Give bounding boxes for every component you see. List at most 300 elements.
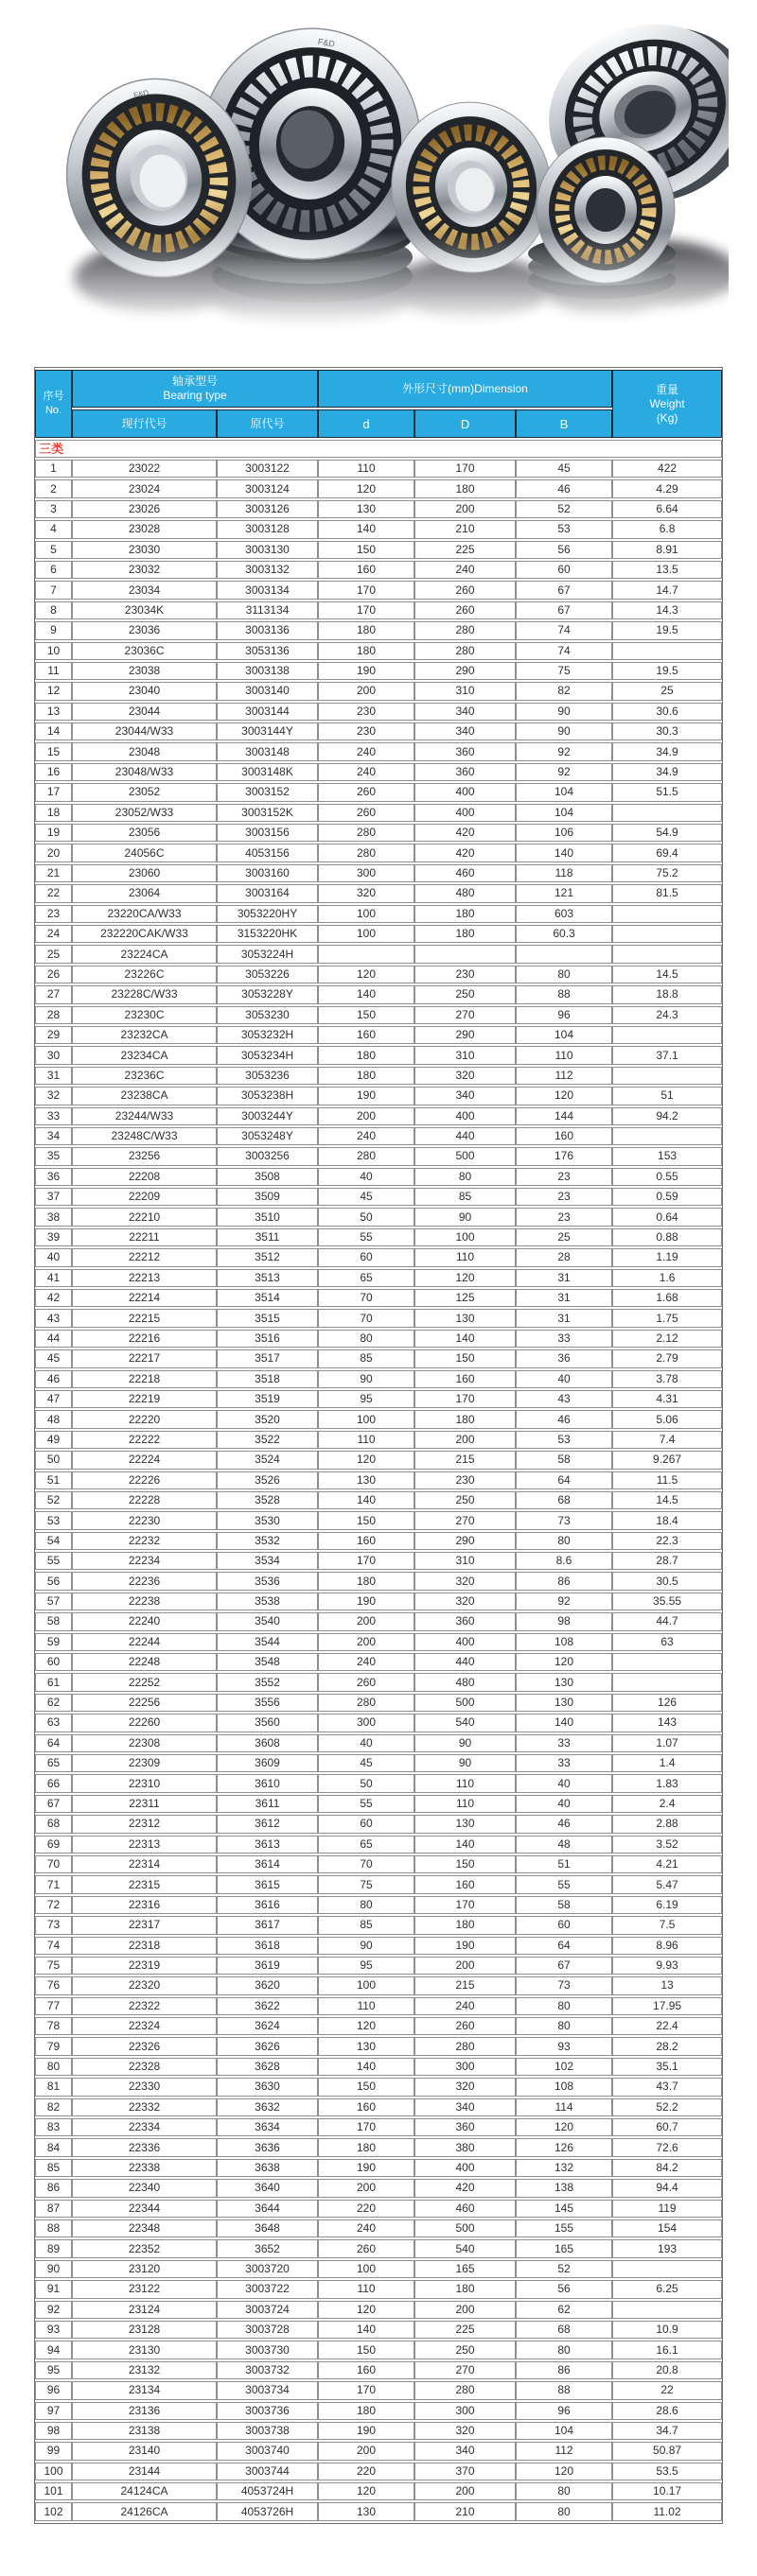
table-row <box>35 1451 722 1469</box>
cell-old-code: 3536 <box>217 1572 318 1590</box>
cell-d: 65 <box>318 1836 414 1854</box>
cell-no: 93 <box>35 2321 72 2339</box>
cell-B: 68 <box>516 1491 612 1509</box>
cell-current-code: 22224 <box>72 1451 217 1469</box>
cell-current-code: 23244/W33 <box>72 1107 217 1125</box>
cell-D: 380 <box>414 2138 516 2156</box>
cell-D: 400 <box>414 783 516 801</box>
cell-D: 260 <box>414 2017 516 2035</box>
cell-D: 280 <box>414 2381 516 2399</box>
cell-weight: 14.5 <box>612 1491 722 1509</box>
cell-current-code: 23060 <box>72 864 217 882</box>
cell-D: 440 <box>414 1653 516 1671</box>
cell-no: 75 <box>35 1957 72 1975</box>
cell-d: 200 <box>318 1107 414 1125</box>
cell-B: 80 <box>516 1532 612 1550</box>
cell-D: 290 <box>414 1532 516 1550</box>
cell-d: 190 <box>318 2159 414 2177</box>
cell-weight: 60.7 <box>612 2118 722 2136</box>
cell-D: 230 <box>414 1471 516 1489</box>
cell-d: 170 <box>318 581 414 599</box>
cell-old-code: 3511 <box>217 1228 318 1246</box>
table-row <box>35 2381 722 2399</box>
cell-B: 67 <box>516 601 612 619</box>
cell-d: 200 <box>318 1633 414 1651</box>
cell-d: 300 <box>318 1714 414 1732</box>
cell-weight: 193 <box>612 2239 722 2257</box>
cell-weight: 14.3 <box>612 601 722 619</box>
cell-d: 260 <box>318 783 414 801</box>
cell-B: 140 <box>516 844 612 862</box>
cell-B: 31 <box>516 1289 612 1307</box>
cell-B: 112 <box>516 1067 612 1085</box>
cell-B: 60 <box>516 1916 612 1934</box>
cell-d: 75 <box>318 1875 414 1893</box>
cell-D: 215 <box>414 1451 516 1469</box>
cell-weight: 14.7 <box>612 581 722 599</box>
cell-weight: 11.02 <box>612 2502 722 2520</box>
cell-D: 340 <box>414 703 516 721</box>
cell-no: 98 <box>35 2422 72 2440</box>
cell-old-code: 3644 <box>217 2200 318 2218</box>
cell-no: 74 <box>35 1937 72 1955</box>
cell-B: 108 <box>516 1633 612 1651</box>
cell-old-code: 3526 <box>217 1471 318 1489</box>
cell-weight: 5.47 <box>612 1875 722 1893</box>
cell-current-code: 23230C <box>72 1006 217 1024</box>
cell-old-code: 3524 <box>217 1451 318 1469</box>
cell-D: 340 <box>414 2098 516 2116</box>
cell-B: 145 <box>516 2200 612 2218</box>
cell-d: 240 <box>318 2219 414 2237</box>
cell-no: 42 <box>35 1289 72 1307</box>
cell-old-code: 3619 <box>217 1957 318 1975</box>
cell-B: 33 <box>516 1330 612 1348</box>
cell-no: 95 <box>35 2361 72 2379</box>
table-row <box>35 703 722 721</box>
cell-no: 61 <box>35 1673 72 1691</box>
table-row <box>35 2219 722 2237</box>
header-bearing-type-zh: 轴承型号 <box>172 374 219 388</box>
cell-B: 86 <box>516 2361 612 2379</box>
cell-current-code: 24124CA <box>72 2482 217 2500</box>
cell-old-code: 3652 <box>217 2239 318 2257</box>
table-row <box>35 1815 722 1833</box>
cell-no: 60 <box>35 1653 72 1671</box>
cell-B: 53 <box>516 1431 612 1449</box>
cell-no: 23 <box>35 905 72 923</box>
cell-weight: 154 <box>612 2219 722 2237</box>
cell-weight: 2.88 <box>612 1815 722 1833</box>
cell-weight: 84.2 <box>612 2159 722 2177</box>
cell-weight: 3.78 <box>612 1370 722 1388</box>
header-D: D <box>414 409 516 438</box>
cell-B: 51 <box>516 1855 612 1873</box>
cell-weight: 1.19 <box>612 1248 722 1266</box>
cell-d: 130 <box>318 2502 414 2520</box>
cell-current-code: 23028 <box>72 520 217 538</box>
cell-weight: 13 <box>612 1976 722 1994</box>
cell-current-code: 23048/W33 <box>72 763 217 781</box>
cell-old-code: 3003152 <box>217 783 318 801</box>
cell-current-code: 22311 <box>72 1795 217 1813</box>
cell-D: 150 <box>414 1349 516 1367</box>
cell-weight: 153 <box>612 1147 722 1165</box>
cell-weight: 51.5 <box>612 783 722 801</box>
cell-B: 112 <box>516 2442 612 2460</box>
cell-current-code: 22248 <box>72 1653 217 1671</box>
header-weight-en: Weight <box>649 396 685 410</box>
cell-weight: 1.07 <box>612 1734 722 1752</box>
cell-d: 160 <box>318 2361 414 2379</box>
cell-B: 110 <box>516 1046 612 1064</box>
cell-old-code: 3508 <box>217 1168 318 1186</box>
table-row <box>35 1976 722 1994</box>
cell-current-code: 22240 <box>72 1612 217 1630</box>
cell-no: 15 <box>35 742 72 760</box>
cell-weight: 75.2 <box>612 864 722 882</box>
cell-B: 31 <box>516 1269 612 1287</box>
cell-current-code: 22324 <box>72 2017 217 2035</box>
table-row <box>35 581 722 599</box>
cell-B <box>516 945 612 963</box>
cell-weight: 35.55 <box>612 1593 722 1610</box>
cell-old-code: 3556 <box>217 1694 318 1712</box>
cell-old-code: 3522 <box>217 1431 318 1449</box>
cell-D: 190 <box>414 1937 516 1955</box>
cell-old-code: 3611 <box>217 1795 318 1813</box>
cell-old-code: 3003730 <box>217 2341 318 2358</box>
cell-current-code: 22232 <box>72 1532 217 1550</box>
table-row <box>35 763 722 781</box>
cell-weight: 52.2 <box>612 2098 722 2116</box>
table-row <box>35 864 722 882</box>
cell-current-code: 22338 <box>72 2159 217 2177</box>
cell-d: 110 <box>318 1431 414 1449</box>
table-row <box>35 1471 722 1489</box>
cell-B: 64 <box>516 1471 612 1489</box>
cell-current-code: 22314 <box>72 1855 217 1873</box>
cell-d: 65 <box>318 1269 414 1287</box>
cell-no: 12 <box>35 682 72 700</box>
cell-B: 73 <box>516 1976 612 1994</box>
table-row <box>35 1734 722 1752</box>
cell-no: 91 <box>35 2280 72 2298</box>
cell-weight <box>612 1127 722 1145</box>
cell-old-code: 3003734 <box>217 2381 318 2399</box>
table-row <box>35 1370 722 1388</box>
cell-current-code: 22220 <box>72 1410 217 1428</box>
cell-D: 540 <box>414 2239 516 2257</box>
cell-D: 160 <box>414 1370 516 1388</box>
cell-D: 200 <box>414 2482 516 2500</box>
cell-weight: 81.5 <box>612 884 722 902</box>
cell-old-code: 3628 <box>217 2058 318 2076</box>
cell-no: 43 <box>35 1309 72 1327</box>
cell-no: 31 <box>35 1067 72 1085</box>
cell-d: 180 <box>318 2402 414 2420</box>
cell-B: 82 <box>516 682 612 700</box>
cell-current-code: 23238CA <box>72 1087 217 1105</box>
cell-no: 24 <box>35 925 72 943</box>
cell-D: 210 <box>414 520 516 538</box>
cell-old-code: 3612 <box>217 1815 318 1833</box>
cell-current-code: 23038 <box>72 662 217 680</box>
cell-B: 40 <box>516 1370 612 1388</box>
cell-no: 48 <box>35 1410 72 1428</box>
table-row <box>35 1511 722 1529</box>
cell-B: 52 <box>516 500 612 518</box>
category-row <box>35 440 722 458</box>
cell-D: 320 <box>414 1067 516 1085</box>
cell-D: 370 <box>414 2463 516 2480</box>
cell-no: 89 <box>35 2239 72 2257</box>
cell-weight: 72.6 <box>612 2138 722 2156</box>
table-row <box>35 1330 722 1348</box>
table-row <box>35 1714 722 1732</box>
cell-B: 90 <box>516 703 612 721</box>
cell-no: 85 <box>35 2159 72 2177</box>
cell-D: 170 <box>414 460 516 478</box>
table-row <box>35 2361 722 2379</box>
cell-current-code: 22234 <box>72 1552 217 1570</box>
cell-current-code: 23022 <box>72 460 217 478</box>
cell-current-code: 22212 <box>72 1248 217 1266</box>
cell-d: 70 <box>318 1289 414 1307</box>
cell-weight: 16.1 <box>612 2341 722 2358</box>
cell-weight: 94.2 <box>612 1107 722 1125</box>
cell-old-code: 3617 <box>217 1916 318 1934</box>
cell-d: 130 <box>318 1471 414 1489</box>
cell-d: 50 <box>318 1774 414 1792</box>
cell-no: 3 <box>35 500 72 518</box>
cell-d: 90 <box>318 1937 414 1955</box>
cell-B: 40 <box>516 1774 612 1792</box>
cell-B: 33 <box>516 1754 612 1772</box>
cell-D: 260 <box>414 601 516 619</box>
cell-weight: 44.7 <box>612 1612 722 1630</box>
cell-old-code: 4053156 <box>217 844 318 862</box>
cell-old-code: 3640 <box>217 2179 318 2197</box>
table-row <box>35 662 722 680</box>
cell-B: 88 <box>516 985 612 1003</box>
cell-d: 85 <box>318 1916 414 1934</box>
table-row <box>35 601 722 619</box>
cell-B: 96 <box>516 2402 612 2420</box>
cell-current-code: 23026 <box>72 500 217 518</box>
cell-weight: 19.5 <box>612 662 722 680</box>
cell-old-code: 3003152K <box>217 804 318 822</box>
cell-B: 80 <box>516 2017 612 2035</box>
cell-old-code: 3552 <box>217 1673 318 1691</box>
cell-weight: 30.6 <box>612 703 722 721</box>
cell-d: 160 <box>318 561 414 579</box>
cell-current-code: 22252 <box>72 1673 217 1691</box>
cell-d: 140 <box>318 985 414 1003</box>
cell-B: 46 <box>516 1815 612 1833</box>
cell-old-code: 3530 <box>217 1511 318 1529</box>
table-row <box>35 1957 722 1975</box>
cell-no: 82 <box>35 2098 72 2116</box>
cell-B: 88 <box>516 2381 612 2399</box>
cell-weight: 11.5 <box>612 1471 722 1489</box>
cell-current-code: 22330 <box>72 2078 217 2096</box>
cell-D: 420 <box>414 824 516 842</box>
cell-no: 35 <box>35 1147 72 1165</box>
cell-current-code: 23036C <box>72 642 217 660</box>
cell-old-code: 3622 <box>217 1997 318 2015</box>
table-row <box>35 905 722 923</box>
cell-D: 120 <box>414 1269 516 1287</box>
table-row <box>35 722 722 740</box>
table-row <box>35 2200 722 2218</box>
cell-D: 140 <box>414 1836 516 1854</box>
cell-B: 64 <box>516 1937 612 1955</box>
cell-D: 400 <box>414 2159 516 2177</box>
cell-B: 36 <box>516 1349 612 1367</box>
cell-no: 79 <box>35 2037 72 2055</box>
cell-old-code: 3544 <box>217 1633 318 1651</box>
cell-no: 77 <box>35 1997 72 2015</box>
cell-no: 8 <box>35 601 72 619</box>
table-row <box>35 1026 722 1044</box>
cell-current-code: 22215 <box>72 1309 217 1327</box>
cell-weight: 8.91 <box>612 541 722 559</box>
cell-old-code: 3053230 <box>217 1006 318 1024</box>
brand-mark: F&D <box>317 36 336 49</box>
table-row <box>35 2422 722 2440</box>
cell-d: 100 <box>318 905 414 923</box>
cell-current-code: 23228C/W33 <box>72 985 217 1003</box>
cell-B: 46 <box>516 1410 612 1428</box>
cell-weight: 34.9 <box>612 763 722 781</box>
cell-D: 200 <box>414 2301 516 2319</box>
cell-current-code: 23024 <box>72 479 217 497</box>
cell-B: 52 <box>516 2260 612 2278</box>
cell-B: 138 <box>516 2179 612 2197</box>
cell-weight: 37.1 <box>612 1046 722 1064</box>
cell-old-code: 3003728 <box>217 2321 318 2339</box>
cell-d: 60 <box>318 1248 414 1266</box>
cell-current-code: 22344 <box>72 2200 217 2218</box>
cell-old-code: 3053234H <box>217 1046 318 1064</box>
cell-D: 360 <box>414 742 516 760</box>
cell-D: 230 <box>414 966 516 983</box>
cell-weight: 6.19 <box>612 1896 722 1914</box>
cell-no: 38 <box>35 1208 72 1226</box>
cell-d: 60 <box>318 1815 414 1833</box>
cell-old-code: 3608 <box>217 1734 318 1752</box>
cell-d: 80 <box>318 1896 414 1914</box>
table-row <box>35 682 722 700</box>
cell-B: 118 <box>516 864 612 882</box>
cell-no: 9 <box>35 621 72 639</box>
cell-current-code: 23226C <box>72 966 217 983</box>
cell-d: 280 <box>318 824 414 842</box>
cell-current-code: 23034 <box>72 581 217 599</box>
cell-B: 60.3 <box>516 925 612 943</box>
cell-D: 130 <box>414 1815 516 1833</box>
table-row <box>35 2239 722 2257</box>
cell-old-code: 3053136 <box>217 642 318 660</box>
cell-B: 96 <box>516 1006 612 1024</box>
cell-B: 46 <box>516 479 612 497</box>
cell-no: 67 <box>35 1795 72 1813</box>
cell-old-code: 3616 <box>217 1896 318 1914</box>
cell-B: 53 <box>516 520 612 538</box>
cell-d: 120 <box>318 966 414 983</box>
cell-old-code: 4053724H <box>217 2482 318 2500</box>
cell-no: 90 <box>35 2260 72 2278</box>
cell-D: 240 <box>414 1997 516 2015</box>
cell-current-code: 22218 <box>72 1370 217 1388</box>
cell-d: 170 <box>318 2381 414 2399</box>
table-row <box>35 1572 722 1590</box>
cell-D: 170 <box>414 1896 516 1914</box>
table-row <box>35 2058 722 2076</box>
table-row <box>35 985 722 1003</box>
cell-d: 100 <box>318 1410 414 1428</box>
cell-d: 300 <box>318 864 414 882</box>
bearings-illustration <box>28 0 729 331</box>
table-row <box>35 2442 722 2460</box>
cell-D: 320 <box>414 2422 516 2440</box>
cell-D: 480 <box>414 884 516 902</box>
cell-B: 67 <box>516 581 612 599</box>
cell-B: 40 <box>516 1795 612 1813</box>
cell-weight: 0.64 <box>612 1208 722 1226</box>
table-row <box>35 884 722 902</box>
cell-no: 37 <box>35 1188 72 1206</box>
cell-current-code: 23040 <box>72 682 217 700</box>
cell-B: 31 <box>516 1309 612 1327</box>
cell-B: 176 <box>516 1147 612 1165</box>
cell-D: 200 <box>414 500 516 518</box>
cell-old-code: 3534 <box>217 1552 318 1570</box>
cell-old-code: 3515 <box>217 1309 318 1327</box>
cell-current-code: 23064 <box>72 884 217 902</box>
cell-d: 170 <box>318 1552 414 1570</box>
cell-B: 114 <box>516 2098 612 2116</box>
cell-no: 64 <box>35 1734 72 1752</box>
cell-D: 500 <box>414 1147 516 1165</box>
cell-current-code: 22209 <box>72 1188 217 1206</box>
cell-d: 150 <box>318 2078 414 2096</box>
cell-current-code: 23256 <box>72 1147 217 1165</box>
table-row <box>35 2402 722 2420</box>
cell-old-code: 3540 <box>217 1612 318 1630</box>
cell-weight: 35.1 <box>612 2058 722 2076</box>
cell-no: 39 <box>35 1228 72 1246</box>
cell-old-code: 3003736 <box>217 2402 318 2420</box>
cell-weight: 143 <box>612 1714 722 1732</box>
cell-no: 47 <box>35 1390 72 1408</box>
cell-d: 190 <box>318 2422 414 2440</box>
cell-old-code: 3053228Y <box>217 985 318 1003</box>
cell-no: 40 <box>35 1248 72 1266</box>
cell-D: 360 <box>414 2118 516 2136</box>
cell-current-code: 22226 <box>72 1471 217 1489</box>
cell-d: 200 <box>318 1612 414 1630</box>
cell-old-code: 3053220HY <box>217 905 318 923</box>
cell-D: 420 <box>414 844 516 862</box>
table-row <box>35 2280 722 2298</box>
header-old-code: 原代号 <box>217 409 318 438</box>
cell-B: 140 <box>516 1714 612 1732</box>
cell-weight <box>612 804 722 822</box>
table-row <box>35 1754 722 1772</box>
cell-weight: 9.93 <box>612 1957 722 1975</box>
